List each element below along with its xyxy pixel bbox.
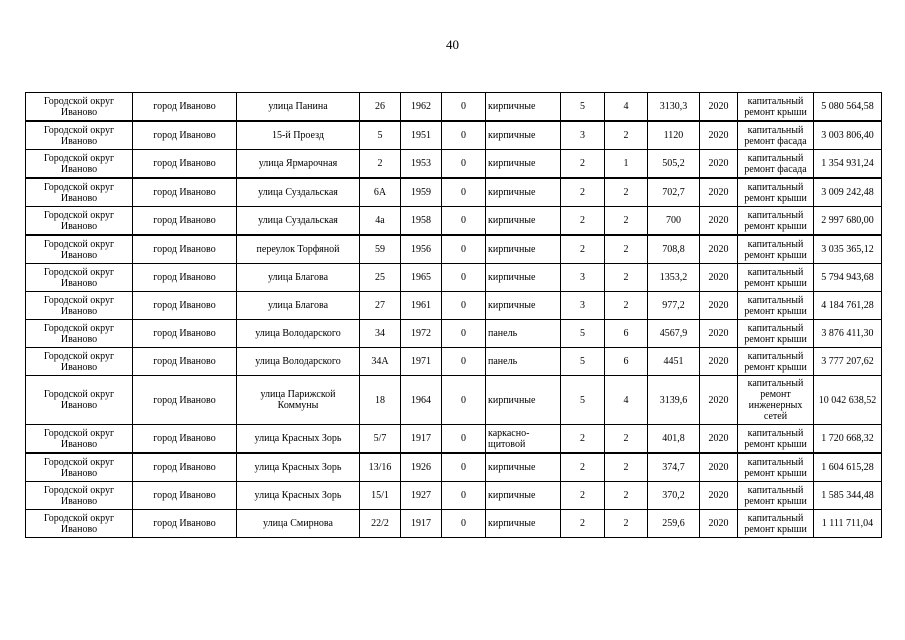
zero-value-cell: 0 xyxy=(442,264,486,292)
area-cell: 374,7 xyxy=(648,453,700,482)
city-cell: город Иваново xyxy=(133,320,237,348)
work-type-cell: капитальный ремонт крыши xyxy=(738,178,814,207)
zero-value-cell: 0 xyxy=(442,235,486,264)
table-row xyxy=(26,425,882,454)
area-cell: 4567,9 xyxy=(648,320,700,348)
district-cell: Городской округ Иваново xyxy=(26,292,133,320)
zero-value-cell: 0 xyxy=(442,453,486,482)
table-row xyxy=(26,292,882,320)
table-row xyxy=(26,348,882,376)
house-number-cell: 5/7 xyxy=(360,425,401,454)
district-cell: Городской округ Иваново xyxy=(26,121,133,150)
entrances-cell: 4 xyxy=(605,376,648,425)
house-number-cell: 27 xyxy=(360,292,401,320)
work-type-cell: капитальный ремонт инженерных сетей xyxy=(738,376,814,425)
floors-cell: 2 xyxy=(561,207,605,236)
table-row xyxy=(26,510,882,538)
house-number-cell: 25 xyxy=(360,264,401,292)
entrances-cell: 2 xyxy=(605,178,648,207)
area-cell: 3130,3 xyxy=(648,93,700,122)
street-cell: улица Володарского xyxy=(237,320,360,348)
floors-cell: 5 xyxy=(561,348,605,376)
plan-year-cell: 2020 xyxy=(700,121,738,150)
house-number-cell: 15/1 xyxy=(360,482,401,510)
district-cell: Городской округ Иваново xyxy=(26,264,133,292)
street-cell: улица Красных Зорь xyxy=(237,482,360,510)
area-cell: 977,2 xyxy=(648,292,700,320)
floors-cell: 2 xyxy=(561,150,605,179)
work-type-cell: капитальный ремонт крыши xyxy=(738,482,814,510)
table-row xyxy=(26,207,882,236)
cost-cell: 3 035 365,12 xyxy=(814,235,882,264)
work-type-cell: капитальный ремонт крыши xyxy=(738,425,814,454)
plan-year-cell: 2020 xyxy=(700,292,738,320)
area-cell: 3139,6 xyxy=(648,376,700,425)
house-number-cell: 6А xyxy=(360,178,401,207)
year-built-cell: 1964 xyxy=(401,376,442,425)
entrances-cell: 2 xyxy=(605,264,648,292)
zero-value-cell: 0 xyxy=(442,376,486,425)
entrances-cell: 1 xyxy=(605,150,648,179)
wall-material-cell: кирпичные xyxy=(486,264,561,292)
plan-year-cell: 2020 xyxy=(700,264,738,292)
wall-material-cell: панель xyxy=(486,348,561,376)
entrances-cell: 2 xyxy=(605,425,648,454)
area-cell: 700 xyxy=(648,207,700,236)
entrances-cell: 2 xyxy=(605,207,648,236)
cost-cell: 5 794 943,68 xyxy=(814,264,882,292)
floors-cell: 5 xyxy=(561,320,605,348)
table-row xyxy=(26,150,882,179)
entrances-cell: 2 xyxy=(605,453,648,482)
work-type-cell: капитальный ремонт фасада xyxy=(738,150,814,179)
floors-cell: 2 xyxy=(561,425,605,454)
house-number-cell: 34 xyxy=(360,320,401,348)
entrances-cell: 4 xyxy=(605,93,648,122)
table-row xyxy=(26,264,882,292)
year-built-cell: 1917 xyxy=(401,510,442,538)
cost-cell: 3 009 242,48 xyxy=(814,178,882,207)
area-cell: 259,6 xyxy=(648,510,700,538)
table-row xyxy=(26,320,882,348)
entrances-cell: 2 xyxy=(605,235,648,264)
plan-year-cell: 2020 xyxy=(700,235,738,264)
area-cell: 505,2 xyxy=(648,150,700,179)
work-type-cell: капитальный ремонт крыши xyxy=(738,348,814,376)
city-cell: город Иваново xyxy=(133,207,237,236)
cost-cell: 2 997 680,00 xyxy=(814,207,882,236)
area-cell: 370,2 xyxy=(648,482,700,510)
work-type-cell: капитальный ремонт крыши xyxy=(738,320,814,348)
zero-value-cell: 0 xyxy=(442,207,486,236)
street-cell: улица Ярмарочная xyxy=(237,150,360,179)
plan-year-cell: 2020 xyxy=(700,425,738,454)
entrances-cell: 6 xyxy=(605,348,648,376)
city-cell: город Иваново xyxy=(133,510,237,538)
street-cell: улица Суздальская xyxy=(237,178,360,207)
year-built-cell: 1951 xyxy=(401,121,442,150)
district-cell: Городской округ Иваново xyxy=(26,150,133,179)
cost-cell: 1 585 344,48 xyxy=(814,482,882,510)
table-row xyxy=(26,121,882,150)
city-cell: город Иваново xyxy=(133,264,237,292)
work-type-cell: капитальный ремонт крыши xyxy=(738,235,814,264)
work-type-cell: капитальный ремонт крыши xyxy=(738,264,814,292)
table-row xyxy=(26,482,882,510)
cost-cell: 3 876 411,30 xyxy=(814,320,882,348)
plan-year-cell: 2020 xyxy=(700,510,738,538)
table-row xyxy=(26,235,882,264)
zero-value-cell: 0 xyxy=(442,425,486,454)
district-cell: Городской округ Иваново xyxy=(26,320,133,348)
district-cell: Городской округ Иваново xyxy=(26,348,133,376)
year-built-cell: 1962 xyxy=(401,93,442,122)
plan-year-cell: 2020 xyxy=(700,150,738,179)
zero-value-cell: 0 xyxy=(442,178,486,207)
street-cell: улица Суздальская xyxy=(237,207,360,236)
street-cell: улица Благова xyxy=(237,292,360,320)
floors-cell: 2 xyxy=(561,235,605,264)
wall-material-cell: кирпичные xyxy=(486,150,561,179)
wall-material-cell: кирпичные xyxy=(486,121,561,150)
area-cell: 702,7 xyxy=(648,178,700,207)
house-number-cell: 18 xyxy=(360,376,401,425)
district-cell: Городской округ Иваново xyxy=(26,425,133,454)
table-row xyxy=(26,376,882,425)
floors-cell: 5 xyxy=(561,376,605,425)
city-cell: город Иваново xyxy=(133,482,237,510)
wall-material-cell: кирпичные xyxy=(486,482,561,510)
house-number-cell: 13/16 xyxy=(360,453,401,482)
wall-material-cell: кирпичные xyxy=(486,207,561,236)
plan-year-cell: 2020 xyxy=(700,93,738,122)
district-cell: Городской округ Иваново xyxy=(26,482,133,510)
city-cell: город Иваново xyxy=(133,348,237,376)
floors-cell: 2 xyxy=(561,453,605,482)
zero-value-cell: 0 xyxy=(442,320,486,348)
table-row xyxy=(26,93,882,122)
zero-value-cell: 0 xyxy=(442,150,486,179)
wall-material-cell: кирпичные xyxy=(486,178,561,207)
wall-material-cell: панель xyxy=(486,320,561,348)
city-cell: город Иваново xyxy=(133,93,237,122)
year-built-cell: 1917 xyxy=(401,425,442,454)
year-built-cell: 1971 xyxy=(401,348,442,376)
zero-value-cell: 0 xyxy=(442,482,486,510)
street-cell: улица Благова xyxy=(237,264,360,292)
city-cell: город Иваново xyxy=(133,425,237,454)
street-cell: улица Красных Зорь xyxy=(237,453,360,482)
wall-material-cell: кирпичные xyxy=(486,510,561,538)
zero-value-cell: 0 xyxy=(442,348,486,376)
plan-year-cell: 2020 xyxy=(700,482,738,510)
entrances-cell: 2 xyxy=(605,510,648,538)
housing-repair-table xyxy=(25,92,882,538)
entrances-cell: 2 xyxy=(605,121,648,150)
plan-year-cell: 2020 xyxy=(700,376,738,425)
street-cell: улица Красных Зорь xyxy=(237,425,360,454)
work-type-cell: капитальный ремонт крыши xyxy=(738,93,814,122)
house-number-cell: 4а xyxy=(360,207,401,236)
work-type-cell: капитальный ремонт крыши xyxy=(738,292,814,320)
city-cell: город Иваново xyxy=(133,150,237,179)
wall-material-cell: кирпичные xyxy=(486,453,561,482)
city-cell: город Иваново xyxy=(133,453,237,482)
year-built-cell: 1959 xyxy=(401,178,442,207)
table-row xyxy=(26,178,882,207)
cost-cell: 3 003 806,40 xyxy=(814,121,882,150)
cost-cell: 1 720 668,32 xyxy=(814,425,882,454)
wall-material-cell: кирпичные xyxy=(486,376,561,425)
year-built-cell: 1927 xyxy=(401,482,442,510)
floors-cell: 5 xyxy=(561,93,605,122)
cost-cell: 1 354 931,24 xyxy=(814,150,882,179)
entrances-cell: 2 xyxy=(605,482,648,510)
year-built-cell: 1958 xyxy=(401,207,442,236)
street-cell: переулок Торфяной xyxy=(237,235,360,264)
floors-cell: 2 xyxy=(561,482,605,510)
street-cell: улица Панина xyxy=(237,93,360,122)
wall-material-cell: кирпичные xyxy=(486,292,561,320)
plan-year-cell: 2020 xyxy=(700,453,738,482)
year-built-cell: 1926 xyxy=(401,453,442,482)
cost-cell: 5 080 564,58 xyxy=(814,93,882,122)
city-cell: город Иваново xyxy=(133,121,237,150)
area-cell: 401,8 xyxy=(648,425,700,454)
city-cell: город Иваново xyxy=(133,376,237,425)
floors-cell: 2 xyxy=(561,510,605,538)
floors-cell: 3 xyxy=(561,292,605,320)
wall-material-cell: кирпичные xyxy=(486,93,561,122)
house-number-cell: 5 xyxy=(360,121,401,150)
district-cell: Городской округ Иваново xyxy=(26,207,133,236)
year-built-cell: 1953 xyxy=(401,150,442,179)
district-cell: Городской округ Иваново xyxy=(26,376,133,425)
house-number-cell: 2 xyxy=(360,150,401,179)
area-cell: 1353,2 xyxy=(648,264,700,292)
house-number-cell: 59 xyxy=(360,235,401,264)
cost-cell: 1 111 711,04 xyxy=(814,510,882,538)
table-row xyxy=(26,453,882,482)
floors-cell: 3 xyxy=(561,264,605,292)
work-type-cell: капитальный ремонт фасада xyxy=(738,121,814,150)
district-cell: Городской округ Иваново xyxy=(26,235,133,264)
work-type-cell: капитальный ремонт крыши xyxy=(738,510,814,538)
wall-material-cell: каркасно-щитовой xyxy=(486,425,561,454)
street-cell: улица Володарского xyxy=(237,348,360,376)
street-cell: улица Смирнова xyxy=(237,510,360,538)
plan-year-cell: 2020 xyxy=(700,178,738,207)
zero-value-cell: 0 xyxy=(442,510,486,538)
year-built-cell: 1961 xyxy=(401,292,442,320)
floors-cell: 3 xyxy=(561,121,605,150)
area-cell: 4451 xyxy=(648,348,700,376)
district-cell: Городской округ Иваново xyxy=(26,93,133,122)
city-cell: город Иваново xyxy=(133,235,237,264)
area-cell: 1120 xyxy=(648,121,700,150)
zero-value-cell: 0 xyxy=(442,93,486,122)
zero-value-cell: 0 xyxy=(442,121,486,150)
city-cell: город Иваново xyxy=(133,292,237,320)
plan-year-cell: 2020 xyxy=(700,320,738,348)
work-type-cell: капитальный ремонт крыши xyxy=(738,453,814,482)
house-number-cell: 26 xyxy=(360,93,401,122)
plan-year-cell: 2020 xyxy=(700,207,738,236)
cost-cell: 3 777 207,62 xyxy=(814,348,882,376)
area-cell: 708,8 xyxy=(648,235,700,264)
cost-cell: 4 184 761,28 xyxy=(814,292,882,320)
entrances-cell: 6 xyxy=(605,320,648,348)
district-cell: Городской округ Иваново xyxy=(26,178,133,207)
page-number: 40 xyxy=(446,37,459,52)
wall-material-cell: кирпичные xyxy=(486,235,561,264)
street-cell: улица Парижской Коммуны xyxy=(237,376,360,425)
cost-cell: 1 604 615,28 xyxy=(814,453,882,482)
year-built-cell: 1972 xyxy=(401,320,442,348)
zero-value-cell: 0 xyxy=(442,292,486,320)
house-number-cell: 34А xyxy=(360,348,401,376)
district-cell: Городской округ Иваново xyxy=(26,510,133,538)
year-built-cell: 1956 xyxy=(401,235,442,264)
year-built-cell: 1965 xyxy=(401,264,442,292)
entrances-cell: 2 xyxy=(605,292,648,320)
city-cell: город Иваново xyxy=(133,178,237,207)
plan-year-cell: 2020 xyxy=(700,348,738,376)
cost-cell: 10 042 638,52 xyxy=(814,376,882,425)
street-cell: 15-й Проезд xyxy=(237,121,360,150)
floors-cell: 2 xyxy=(561,178,605,207)
work-type-cell: капитальный ремонт крыши xyxy=(738,207,814,236)
house-number-cell: 22/2 xyxy=(360,510,401,538)
district-cell: Городской округ Иваново xyxy=(26,453,133,482)
